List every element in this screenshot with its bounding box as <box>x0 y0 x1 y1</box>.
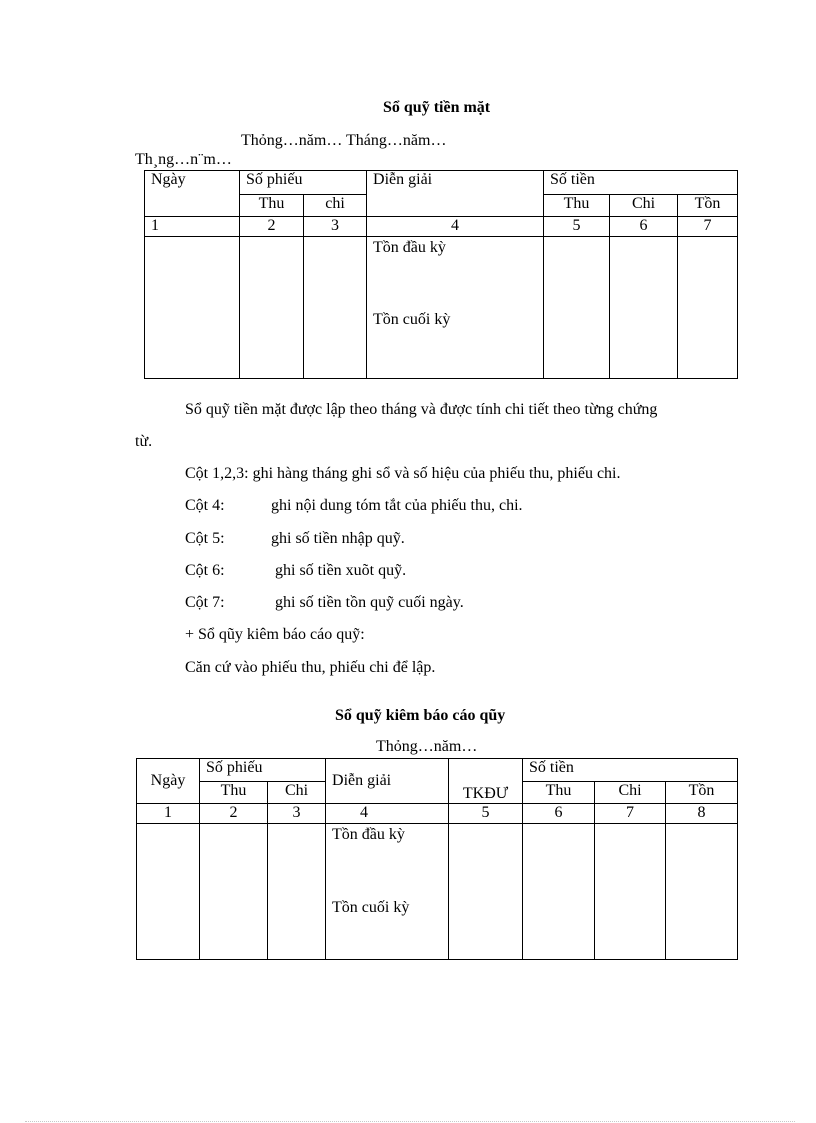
col-number: 3 <box>268 804 326 824</box>
header-tien-chi: Chi <box>610 195 678 217</box>
col-label: Cột 7: <box>185 594 225 611</box>
col-number: 4 <box>326 804 449 824</box>
col-number: 7 <box>595 804 666 824</box>
body-cell <box>666 824 738 960</box>
dien-giai-body <box>326 824 449 960</box>
header-phieu-chi: Chi <box>268 782 326 804</box>
body-cell <box>449 824 523 960</box>
header-dien-giai: Diễn giải <box>326 759 449 804</box>
header-tien-thu: Thu <box>544 195 610 217</box>
body-cell <box>137 824 200 960</box>
header-so-tien: Số tiền <box>544 171 738 195</box>
opening-balance-label: Tồn đầu kỳ <box>373 239 446 256</box>
body-cell <box>200 824 268 960</box>
header-phieu-thu: Thu <box>200 782 268 804</box>
col-number: 1 <box>137 804 200 824</box>
section1-garbled-line: Th¸ng…n¨m… <box>135 151 232 168</box>
col-number: 1 <box>145 217 240 237</box>
header-ngay: Ngày <box>137 759 200 804</box>
section1-subtitle: Thỏng…năm… Tháng…năm… <box>241 132 447 149</box>
opening-balance-label: Tồn đầu kỳ <box>332 826 405 843</box>
section2-subtitle: Thỏng…năm… <box>376 738 478 755</box>
body-cell <box>595 824 666 960</box>
col-number: 4 <box>367 217 544 237</box>
paragraph-line: từ. <box>135 433 153 450</box>
col-number: 2 <box>200 804 268 824</box>
cash-report-table <box>136 758 738 960</box>
paragraph-line: Cột 1,2,3: ghi hàng tháng ghi sổ và số hiệu của phiếu thu, phiếu chi. <box>185 465 621 482</box>
paragraph-line: Căn cứ vào phiếu thu, phiếu chi để lập. <box>185 659 436 676</box>
header-phieu-chi: chi <box>304 195 367 217</box>
closing-balance-label: Tồn cuối kỳ <box>373 311 451 328</box>
body-cell <box>304 237 367 379</box>
body-cell <box>523 824 595 960</box>
col-number: 6 <box>610 217 678 237</box>
col-label: Cột 5: <box>185 530 225 547</box>
paragraph-line: Sổ quỹ tiền mặt được lập theo tháng và được tính chi tiết theo từng chứng <box>185 401 658 418</box>
cash-book-table <box>144 170 738 379</box>
header-dien-giai: Diễn giải <box>367 171 544 217</box>
col-number: 2 <box>240 217 304 237</box>
header-so-phieu: Số phiếu <box>240 171 367 195</box>
section1-title: Sổ quỹ tiền mặt <box>383 99 491 116</box>
col-number: 8 <box>666 804 738 824</box>
col-description: ghi số tiền tồn quỹ cuối ngày. <box>275 594 464 611</box>
header-so-tien: Số tiền <box>523 759 738 782</box>
paragraph-line: + Sổ qũy kiêm báo cáo quỹ: <box>185 626 365 643</box>
body-cell <box>240 237 304 379</box>
header-ton: Tồn <box>666 782 738 804</box>
col-description: ghi số tiền xuõt quỹ. <box>275 562 407 579</box>
body-cell <box>268 824 326 960</box>
col-number: 3 <box>304 217 367 237</box>
header-tien-thu: Thu <box>523 782 595 804</box>
col-number: 5 <box>449 804 523 824</box>
col-description: ghi số tiền nhập quỹ. <box>271 530 405 547</box>
body-cell <box>544 237 610 379</box>
header-tien-chi: Chi <box>595 782 666 804</box>
col-number: 7 <box>678 217 738 237</box>
col-label: Cột 4: <box>185 497 225 514</box>
header-ngay: Ngày <box>145 171 240 217</box>
dien-giai-body <box>367 237 544 379</box>
header-tkdu: TKĐƯ <box>449 759 523 804</box>
header-phieu-thu: Thu <box>240 195 304 217</box>
closing-balance-label: Tồn cuối kỳ <box>332 899 410 916</box>
header-so-phieu: Số phiếu <box>200 759 326 782</box>
col-label: Cột 6: <box>185 562 225 579</box>
body-cell <box>610 237 678 379</box>
col-number: 6 <box>523 804 595 824</box>
body-cell <box>145 237 240 379</box>
header-ton: Tồn <box>678 195 738 217</box>
col-number: 5 <box>544 217 610 237</box>
body-cell <box>678 237 738 379</box>
page-bottom-rule <box>25 1121 795 1122</box>
section2-title: Sổ quỹ kiêm báo cáo qũy <box>335 707 506 724</box>
col-description: ghi nội dung tóm tắt của phiếu thu, chi. <box>271 497 523 514</box>
